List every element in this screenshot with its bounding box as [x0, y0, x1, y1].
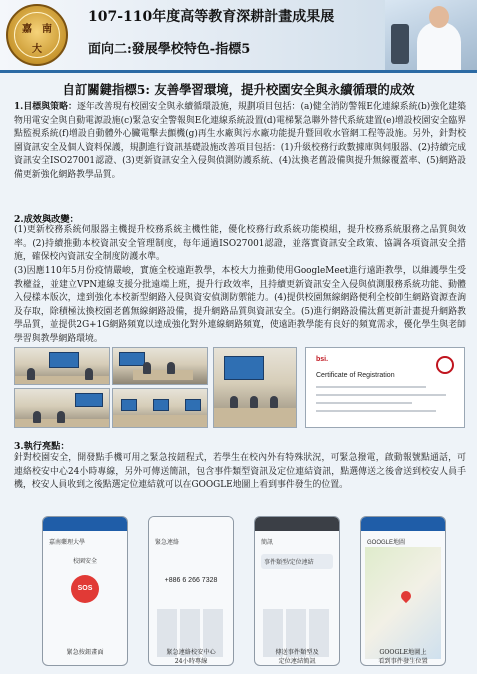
- goal-section: [14, 101, 466, 225]
- lab-researcher-photo: [385, 0, 477, 70]
- iso-certificate-image: [305, 347, 465, 428]
- lab-coat-shape: [417, 22, 461, 70]
- certificate-brand: bsi.: [316, 356, 329, 363]
- phone-1-line: 校園安全: [72, 559, 97, 565]
- phone-3-line: 事件類型/定位連結: [261, 554, 333, 569]
- caption-sms: 傳送事件類型及 定位連結簡訊: [275, 649, 319, 665]
- caption-sos: 緊急按鈕畫面: [66, 649, 104, 656]
- highlights-label: 3.執行亮點：: [14, 441, 70, 452]
- phone-sms-screen: [254, 516, 340, 666]
- phone-4-title: GOOGLE地圖: [367, 540, 406, 546]
- poster-title: 107-110年度高等教育深耕計畫成果展: [88, 9, 335, 25]
- google-map-view: [365, 547, 441, 659]
- researcher-head-shape: [429, 6, 449, 28]
- logo-char-1: 嘉: [22, 24, 32, 35]
- photo-classroom-1: [14, 347, 110, 385]
- photo-computer-lab: [112, 388, 208, 428]
- highlights-text: 針對校園安全，開發點手機可用之緊急按鈕程式，若學生在校內外有特殊狀況，可緊急撥電，啟動報號點通話，可連絡校安中心24小時專線，另外可傳送簡訊，包含事件類型資訊及定位連結資訊，點選傳送之後會送到校安人員手機，校安人員收到之後點選定位連結就可以在GOOGLE地圖上看到事件發生的位置。: [14, 453, 466, 491]
- header-divider: [0, 70, 477, 73]
- logo-char-3: 大: [32, 44, 42, 55]
- results-paragraph-2: (3)因應110年5月份疫情嚴峻，實施全校遠距教學，本校大力推動使用GoogleMeet進行遠距教學，以維護學生受教權益，並建立VPN連線支援分批遠端上班，提升行政效率，且持續更新資訊安全入侵與偵測服務系統功能、動體入侵樣本版次，達到強化本校新型網路入侵與資安偵測防禦能力。(4)提供校園無線網路便利全校師生網路資源查詢及存取，除積極汰換校園老舊無線網路設備，提升網路品質與資訊安全。(5)進行網路設備汰舊更新計畫提升網路教學品質，並提供2G+1G網路頻寬以達成強化對外連線網路頻寬，使遠距教學能有良好的頻寬需求，優化學生與老師學習與教學網路環境。: [14, 266, 466, 344]
- poster-subtitle: 面向二:發展學校特色-指標5: [88, 42, 251, 57]
- logo-char-2: 南: [42, 24, 52, 35]
- photo-classroom-2: [14, 388, 110, 428]
- results-label: 2.成效與改變：: [14, 214, 79, 225]
- goal-text: 逐年改善現有校園安全與永續循環設施，規劃項目包括：(a)健全消防警報E化連線系統(b)強化建築物用電安全與自動電源設施(c)緊急安全警報與E化連線系統設置(d)電梯緊急聯外替代系統建置(e)增設校園安全臨界點監視系統(f)增設自動體外心臟電擊去顫機(g)再生水廠與污水廠功能提升暨回收水管網工程等設施。另外，針對校園資訊安全及個人資料保護，規劃進行資訊基礎設施改善項目包括：(1)升級校務行政數據庫與伺服器、(2)持續完成資訊安全ISO27001認證、(3)更新資訊安全入侵與偵測防護系統、(4)汰換老舊設備與提升無線覆蓋率、(5)網路設備更新強化網路教學品質。: [14, 102, 467, 180]
- sos-button: SOS: [71, 575, 99, 603]
- goal-label: 1.目標與策略：: [14, 102, 77, 112]
- phone-map-screen: [360, 516, 446, 666]
- phone-3-title: 簡訊: [261, 540, 274, 546]
- indicator-title: 自訂關鍵指標5: 友善學習環境，提升校園安全與永續循環的成效: [62, 82, 415, 97]
- caption-map: GOOGLE地圖上 看到事件發生位置: [378, 649, 428, 665]
- location-pin-icon: [399, 589, 413, 603]
- phone-1-title: 嘉南藥理大學: [49, 540, 86, 546]
- certificate-title: Certificate of Registration: [316, 372, 395, 379]
- photo-seminar: [213, 347, 297, 428]
- school-logo-icon: [6, 4, 68, 66]
- microscope-shape: [391, 24, 409, 64]
- photo-meeting-1: [112, 347, 208, 385]
- certificate-seal-icon: [436, 356, 454, 374]
- results-paragraph-1: (1)更新校務系統伺服器主機提升校務系統主機性能，優化校務行政系統功能模組，提升校務系統服務之品質與效率。(2)持續推動本校資訊安全管理制度，每年通過ISO27001認證，並落實資訊安全政策、協調各項資訊安全措施，確保校內資訊安全制度防護水準。: [14, 225, 466, 263]
- hotline-number: +886 6 266 7328: [164, 577, 218, 584]
- phone-dial-screen: [148, 516, 234, 666]
- phone-sos-screen: [42, 516, 128, 666]
- phone-2-title: 緊急連絡: [155, 540, 180, 546]
- caption-hotline: 緊急連絡校安中心 24小時專線: [166, 649, 216, 665]
- header-banner: [0, 0, 477, 70]
